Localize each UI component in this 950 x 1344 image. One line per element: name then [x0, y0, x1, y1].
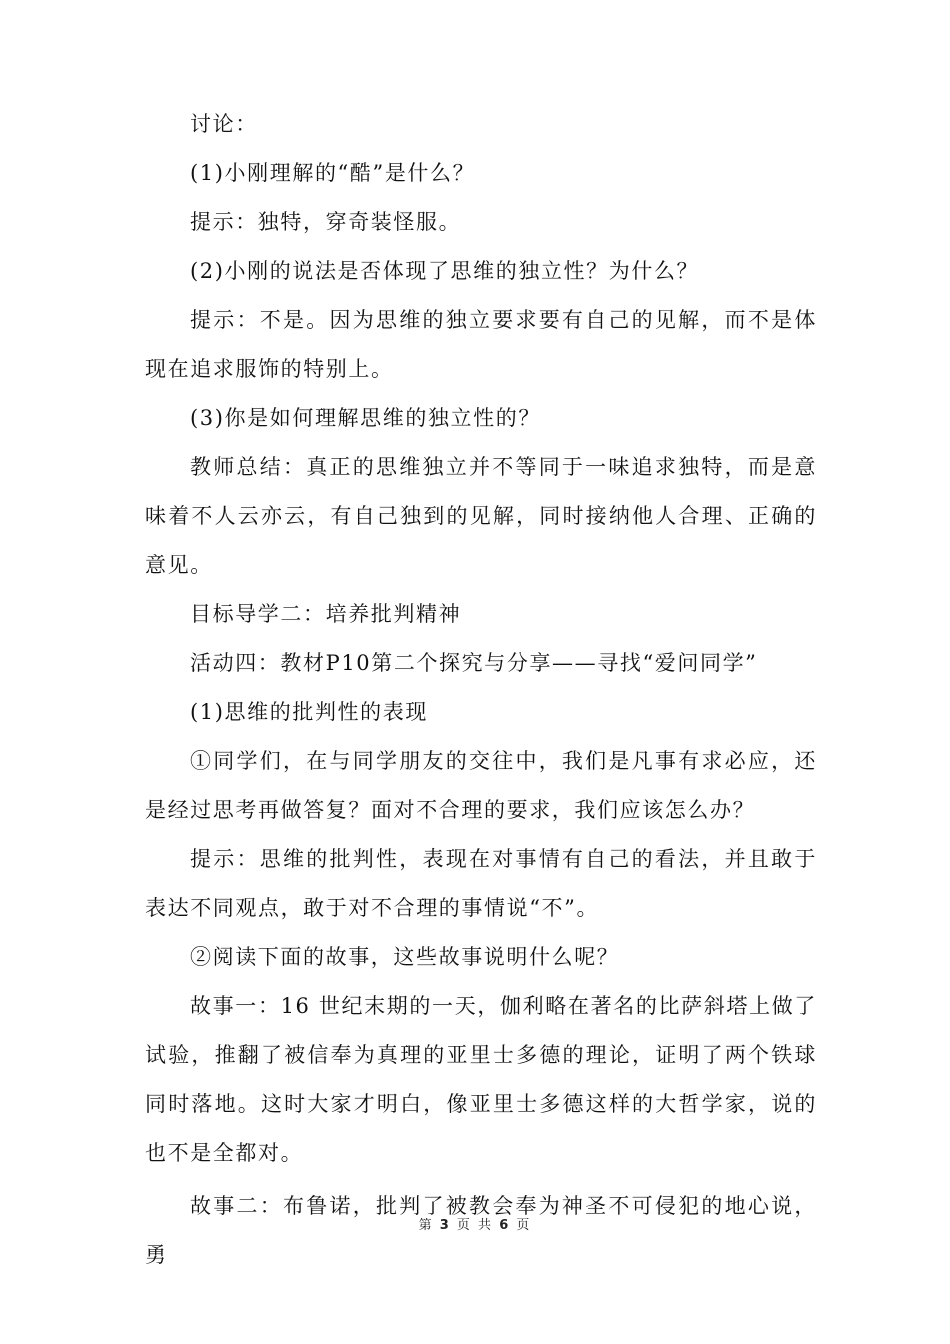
paragraph-hint-3: 提示：思维的批判性，表现在对事情有自己的看法，并且敢于表达不同观点，敢于对不合理的事情说“不”。: [145, 847, 817, 920]
paragraph-goal-two: 目标导学二：培养批判精神: [190, 602, 462, 626]
footer-prefix: 第: [418, 1218, 434, 1233]
paragraph-activity-four: 活动四：教材P10第二个探究与分享——寻找“爱问同学”: [190, 651, 758, 675]
paragraph-question-2: (2)小刚的说法是否体现了思维的独立性？为什么？: [190, 259, 700, 283]
paragraph-hint-2: 提示：不是。因为思维的独立要求要有自己的见解，而不是体现在追求服饰的特别上。: [145, 308, 817, 381]
document-body: [145, 100, 817, 1280]
paragraph-critical-thinking-heading: (1)思维的批判性的表现: [190, 700, 428, 724]
paragraph-question-1: (1)小刚理解的“酷”是什么？: [190, 161, 476, 185]
paragraph-hint-1: 提示：独特，穿奇装怪服。: [190, 210, 462, 234]
paragraph-item-2: ②阅读下面的故事，这些故事说明什么呢？: [190, 945, 620, 969]
paragraph-teacher-summary: 教师总结：真正的思维独立并不等同于一味追求独特，而是意味着不人云亦云，有自己独到的见解，同时接纳他人合理、正确的意见。: [145, 455, 817, 577]
paragraph-story-2: 故事二：布鲁诺，批判了被教会奉为神圣不可侵犯的地心说，勇: [145, 1194, 817, 1267]
footer-middle: 页 共: [456, 1218, 494, 1233]
footer-suffix: 页: [516, 1218, 532, 1233]
paragraph-item-1: ①同学们，在与同学朋友的交往中，我们是凡事有求必应，还是经过思考再做答复？面对不合理的要求，我们应该怎么办？: [145, 749, 817, 822]
paragraph-story-1: 故事一：16 世纪末期的一天，伽利略在著名的比萨斜塔上做了试验，推翻了被信奉为真理的亚里士多德的理论，证明了两个铁球同时落地。这时大家才明白，像亚里士多德这样的大哲学家，说的也不是全都对。: [145, 994, 817, 1165]
paragraph-question-3: (3)你是如何理解思维的独立性的？: [190, 406, 541, 430]
page-footer: [0, 1214, 950, 1233]
paragraph-discussion-heading: 讨论：: [190, 112, 258, 136]
footer-total-pages: 6: [499, 1218, 511, 1233]
footer-page-number: 3: [439, 1218, 451, 1233]
